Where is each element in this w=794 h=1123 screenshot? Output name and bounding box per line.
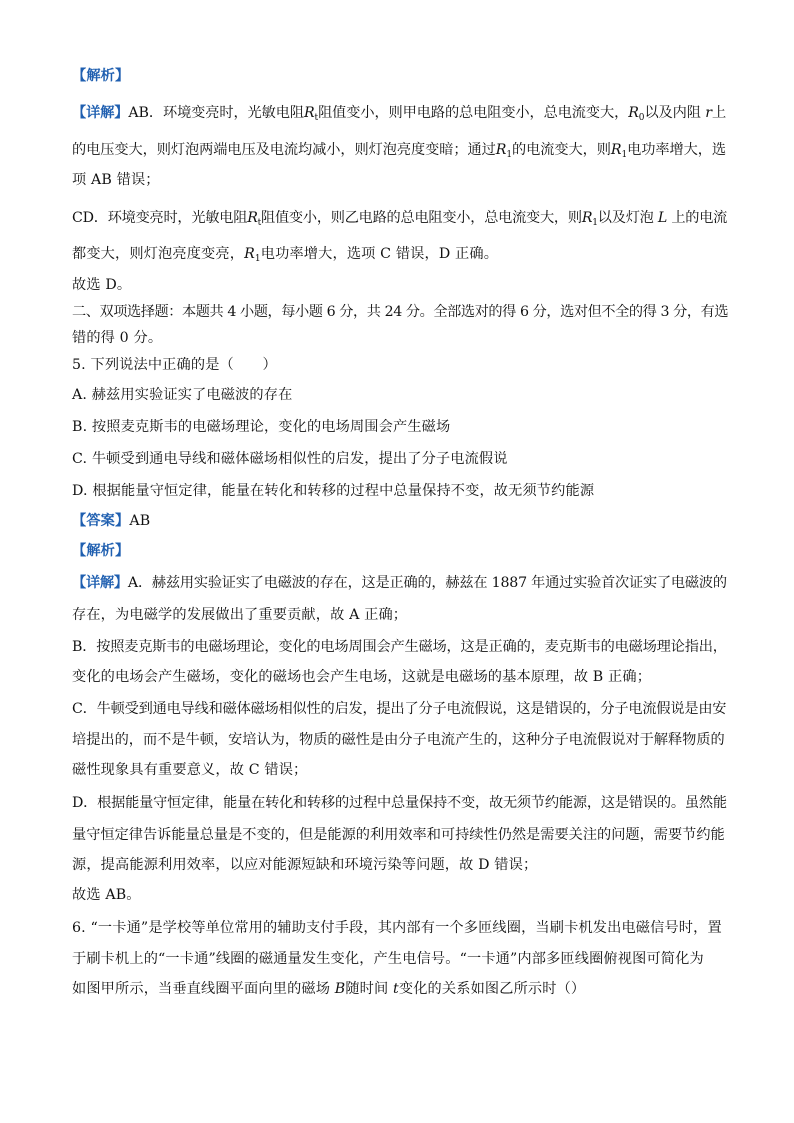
q4-detail-line-5: 都变大，则灯泡亮度变亮，$R_1$电功率增大，选项 C 错误，D 正确。 [72, 246, 499, 264]
q5-option-d: D. 根据能量守恒定律，能量在转化和转移的过程中总量保持不变，故无须节约能源 [72, 483, 595, 499]
q5-answer: 【答案】AB [72, 513, 151, 529]
q5-detail-d-line-2: 量守恒定律告诉能量总量是不变的，但是能源的利用效率和可持续性仍然是需要关注的问题，需要节约能 [72, 827, 725, 843]
q5-stem: 5. 下列说法中正确的是（ ） [72, 357, 277, 373]
q5-conclusion: 故选 AB。 [72, 887, 141, 903]
q5-option-b: B. 按照麦克斯韦的电磁场理论，变化的电场周围会产生磁场 [72, 419, 451, 435]
q5-analysis-heading: 【解析】 [72, 543, 130, 559]
q5-detail-b-line-2: 变化的电场会产生磁场，变化的磁场也会产生电场，这就是电磁场的基本原理，故 B 正确； [72, 669, 652, 685]
analysis-heading: 【解析】 [72, 68, 130, 84]
q5-detail-b-line-1: B．按照麦克斯韦的电磁场理论，变化的电场周围会产生磁场，这是正确的，麦克斯韦的电磁场理论指出， [72, 639, 727, 655]
q5-detail-a-line-2: 存在，为电磁学的发展做出了重要贡献，故 A 正确； [72, 607, 408, 623]
q5-detail-c-line-3: 磁性现象具有重要意义，故 C 错误； [72, 762, 308, 778]
q5-option-c: C. 牛顿受到通电导线和磁体磁场相似性的启发，提出了分子电流假说 [72, 451, 508, 467]
q5-option-a: A. 赫兹用实验证实了电磁波的存在 [72, 387, 293, 403]
q4-detail-line-4: CD．环境变亮时，光敏电阻$R_t$阻值变小，则乙电路的总电阻变小，总电流变大，则$R_1$以及灯泡 L 上的电流 [72, 210, 728, 228]
section-2-heading-line-2: 错的得 0 分。 [72, 330, 163, 346]
q5-detail-a-line-1: 【详解】A．赫兹用实验证实了电磁波的存在，这是正确的，赫兹在 1887 年通过实验首次证实了电磁波的 [72, 575, 727, 591]
q6-stem-line-1: 6. “一卡通”是学校等单位常用的辅助支付手段，其内部有一个多匝线圈，当刷卡机发出电磁信号时，置 [72, 920, 722, 936]
q5-detail-d-line-3: 源，提高能源利用效率，以应对能源短缺和环境污染等问题，故 D 错误； [72, 857, 538, 873]
q6-stem-line-2: 于刷卡机上的“一卡通”线圈的磁通量发生变化，产生电信号。“一卡通”内部多匝线圈俯视图可简化为 [72, 951, 704, 967]
q5-detail-d-line-1: D．根据能量守恒定律，能量在转化和转移的过程中总量保持不变，故无须节约能源，这是错误的。虽然能 [72, 795, 727, 811]
q4-conclusion: 故选 D。 [72, 277, 132, 293]
q5-detail-c-line-2: 培提出的，而不是牛顿，安培认为，物质的磁性是由分子电流产生的，这种分子电流假说对于解释物质的 [72, 732, 725, 748]
q4-detail-line-3: 项 AB 错误； [72, 172, 160, 188]
q4-detail-line-1: 【详解】AB．环境变亮时，光敏电阻$R_t$阻值变小，则甲电路的总电阻变小，总电流变大，$R_0$以及内阻 r上 [72, 105, 727, 123]
q6-stem-line-3: 如图甲所示，当垂直线圈平面向里的磁场 B随时间 t变化的关系如图乙所示时（） [72, 981, 586, 997]
section-2-heading-line-1: 二、双项选择题：本题共 4 小题，每小题 6 分，共 24 分。全部选对的得 6 分，选对但不全的得 3 分，有选 [72, 304, 729, 320]
q4-detail-line-2: 的电压变大，则灯泡两端电压及电流均减小，则灯泡亮度变暗；通过$R_1$的电流变大，则$R_1$电功率增大，选 [72, 142, 727, 160]
q5-detail-c-line-1: C．牛顿受到通电导线和磁体磁场相似性的启发，提出了分子电流假说，这是错误的，分子电流假说是由安 [72, 701, 727, 717]
